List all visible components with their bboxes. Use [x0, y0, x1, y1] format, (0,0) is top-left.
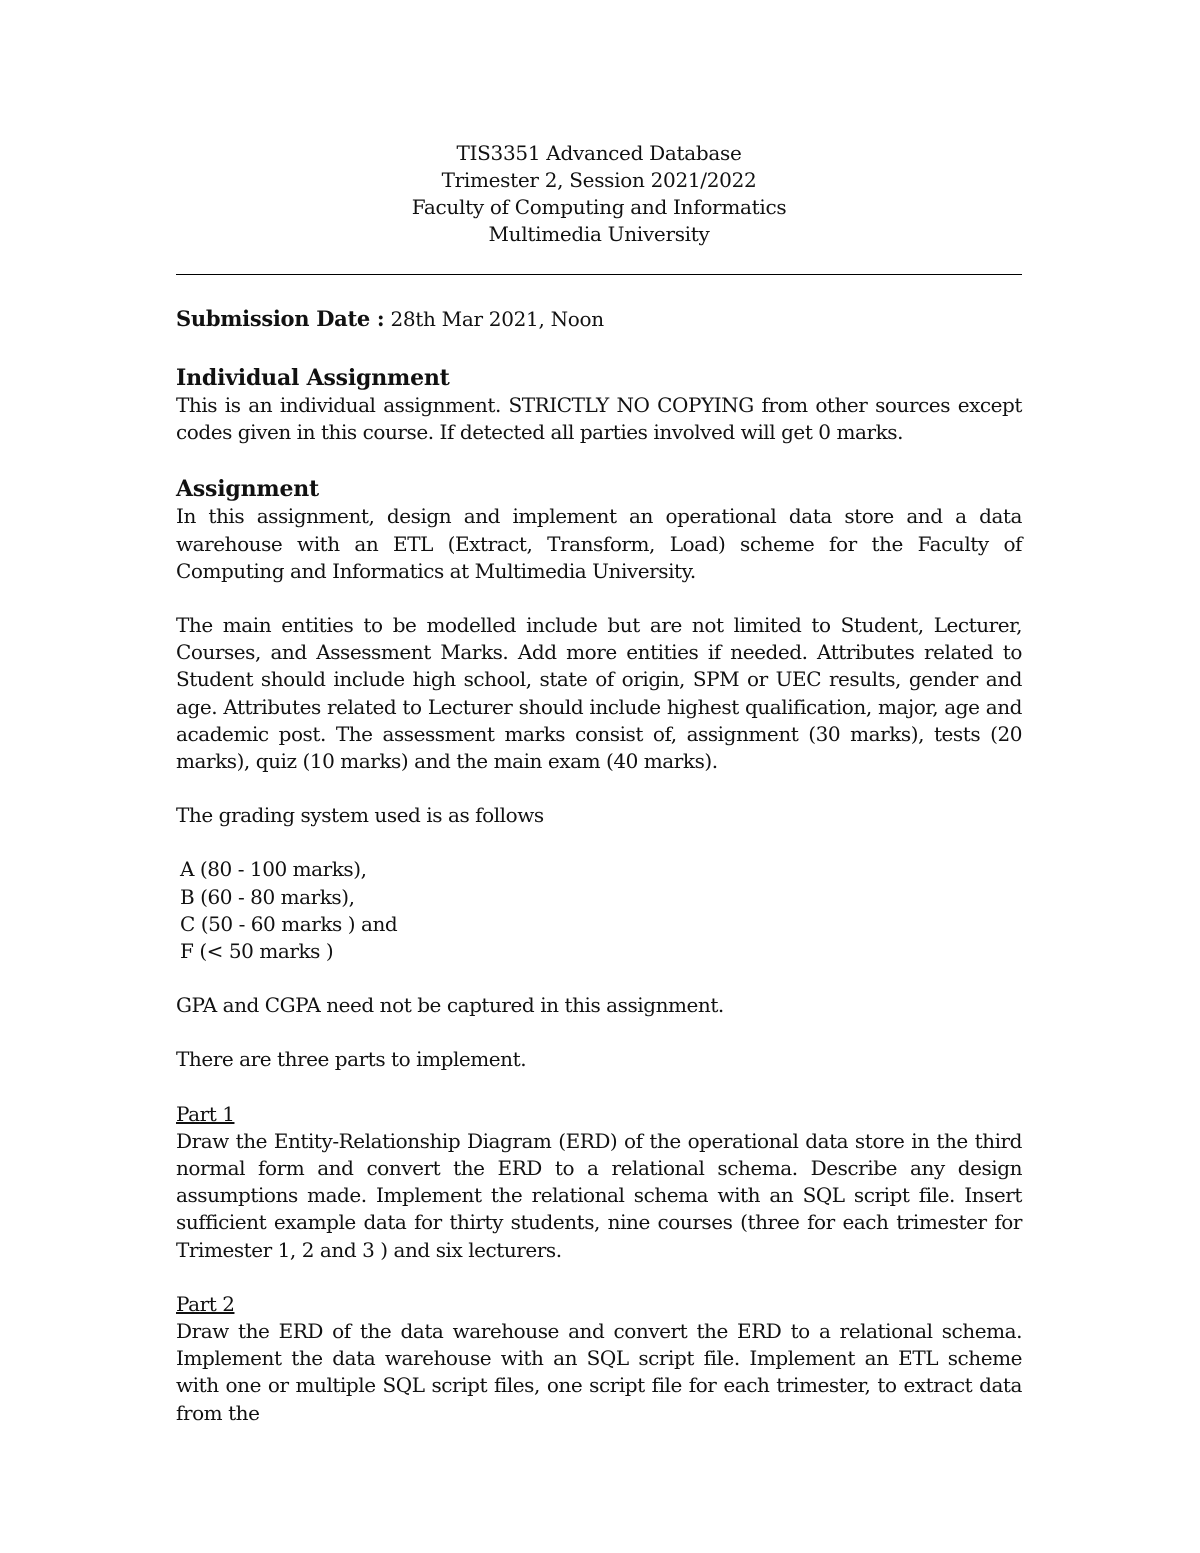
entities-paragraph: The main entities to be modelled include but are not limited to Student, Lecturer, Courses, and Assessment Marks. Add more entities if needed. Attributes related to Student should include high school, state of origin, SPM or UEC results, gender and age. Attributes related to Lecturer should include highest qualification, major, age and academic post. The assessment marks consist of, assignment (30 marks), tests (20 marks), quiz (10 marks) and the main exam (40 marks).	[176, 613, 1022, 774]
header-divider	[176, 274, 1022, 275]
document-header	[176, 140, 1022, 248]
individual-heading: Individual Assignment	[176, 365, 450, 391]
gpa-note: GPA and CGPA need not be captured in this assignment.	[176, 993, 724, 1018]
parts-intro: There are three parts to implement.	[176, 1047, 527, 1072]
part-2-text: Draw the ERD of the data warehouse and convert the ERD to a relational schema. Implement the data warehouse with an SQL script file. Implement an ETL scheme with one or multiple SQL script files, one script file for each trimester, to extract data from the	[176, 1319, 1022, 1425]
assignment-intro: In this assignment, design and implement an operational data store and a data warehouse with an ETL (Extract, Transform, Load) scheme for the Faculty of Computing and Informatics at Multimedia University.	[176, 504, 1022, 583]
part-1-text: Draw the Entity-Relationship Diagram (ERD) of the operational data store in the third normal form and convert the ERD to a relational schema. Describe any design assumptions made. Implement the relational schema with an SQL script file. Insert sufficient example data for thirty students, nine courses (three for each trimester for Trimester 1, 2 and 3 ) and six lecturers.	[176, 1128, 1022, 1262]
university-line: Multimedia University	[488, 222, 710, 246]
grading-intro: The grading system used is as follows	[176, 803, 544, 828]
term-line: Trimester 2, Session 2021/2022	[441, 168, 757, 192]
grade-item: C (50 - 60 marks ) and	[180, 911, 398, 936]
document-page	[176, 140, 1022, 1427]
submission-date	[176, 305, 1022, 333]
submission-label: Submission Date :	[176, 306, 385, 331]
submission-value: 28th Mar 2021, Noon	[390, 307, 604, 331]
individual-text: This is an individual assignment. STRICTLY NO COPYING from other sources except codes given in this course. If detected all parties involved will get 0 marks.	[176, 393, 1022, 445]
assignment-heading: Assignment	[176, 476, 320, 503]
grade-item: A (80 - 100 marks),	[180, 857, 367, 882]
part-1-title: Part 1	[176, 1101, 235, 1126]
grade-item: F (< 50 marks )	[180, 939, 334, 964]
part-2-title: Part 2	[176, 1291, 235, 1316]
course-title: TIS3351 Advanced Database	[456, 141, 742, 165]
grade-item: B (60 - 80 marks),	[180, 884, 355, 909]
faculty-line: Faculty of Computing and Informatics	[411, 195, 787, 219]
grade-list	[176, 856, 1022, 965]
